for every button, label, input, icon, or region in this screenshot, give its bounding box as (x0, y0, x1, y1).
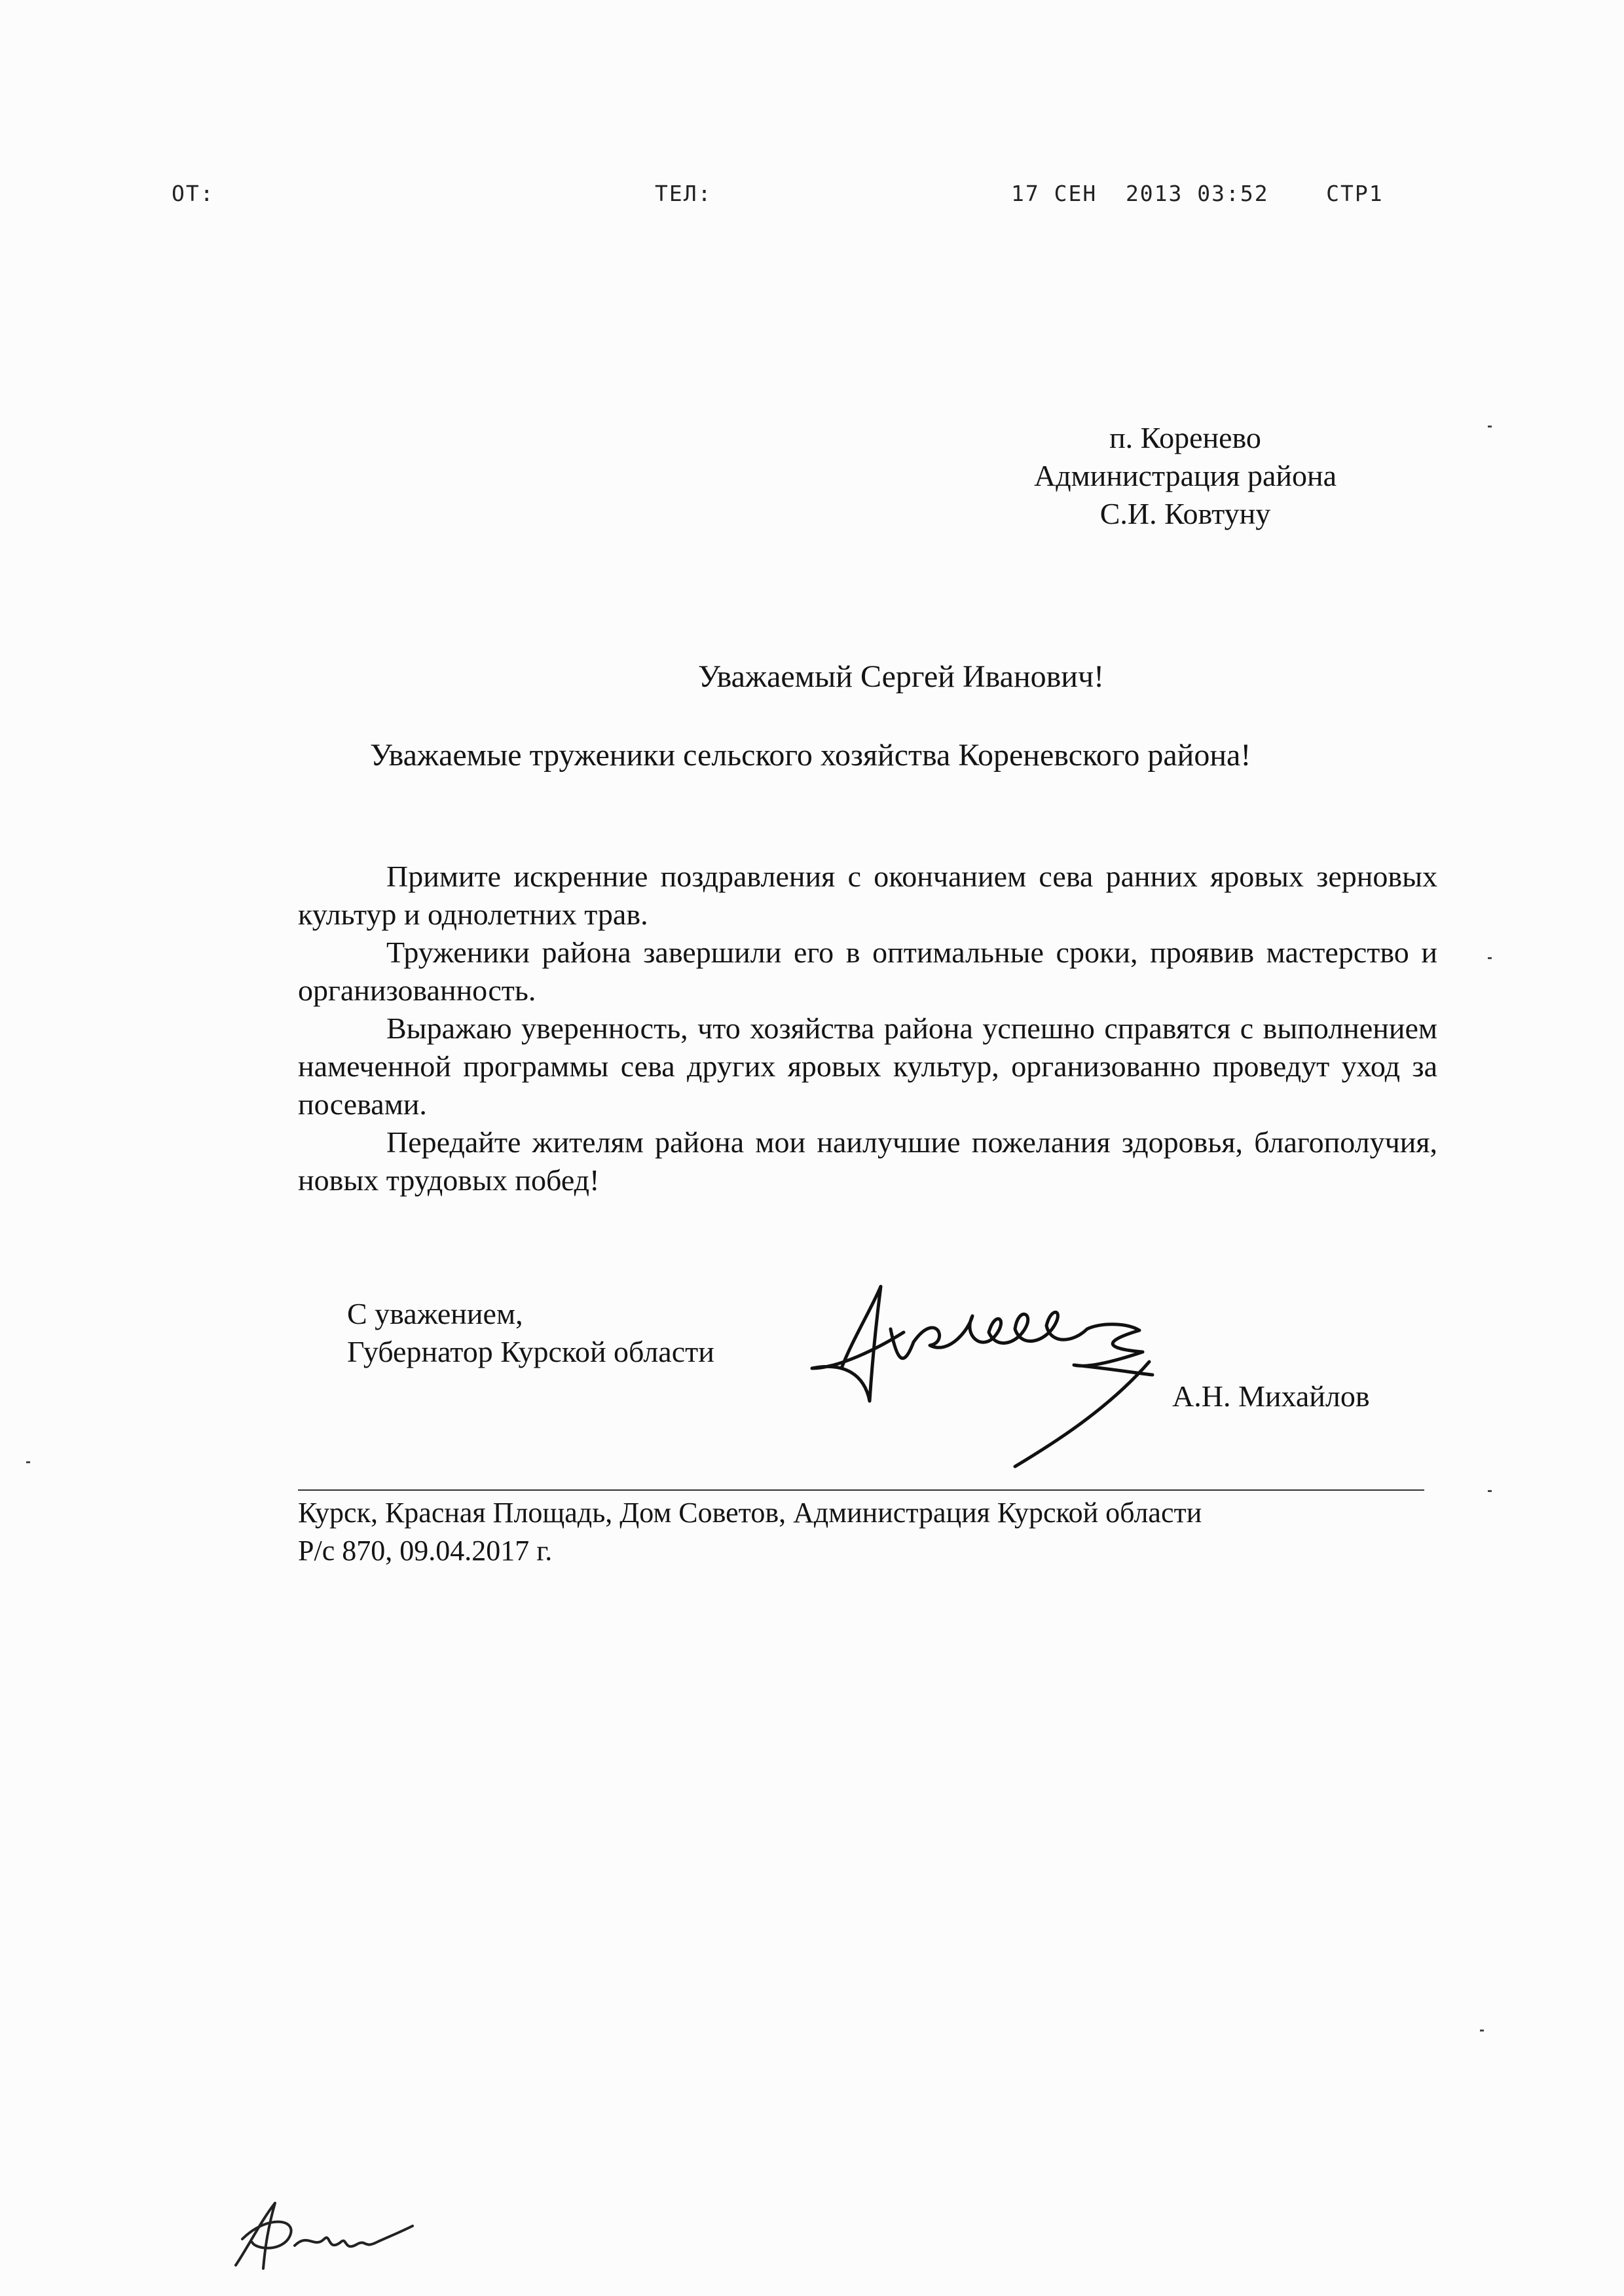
footer-divider (298, 1489, 1424, 1491)
greeting-personal: Уважаемый Сергей Иванович! (698, 659, 1105, 694)
scan-speck (1488, 426, 1492, 428)
addressee-organization: Администрация района (1033, 459, 1337, 492)
body-paragraph-1: Примите искренние поздравления с окончанием сева ранних яровых зерновых культур и однолетних трав. (298, 860, 1437, 931)
scan-speck (1480, 2030, 1484, 2032)
closing-title: Губернатор Курской области (347, 1335, 714, 1368)
fax-from: ОТ: (172, 181, 215, 206)
footer-reference: Р/с 870, 09.04.2017 г. (298, 1535, 553, 1567)
letter-body (298, 858, 1437, 1199)
addressee-locality: п. Коренево (1109, 421, 1261, 454)
signer-name: А.Н. Михайлов (1172, 1379, 1370, 1413)
greeting-collective: Уважаемые труженики сельского хозяйства Кореневского района! (370, 738, 1251, 773)
scan-speck (26, 1461, 30, 1463)
addressee-block (956, 419, 1414, 533)
closing-regards: С уважением, (347, 1297, 523, 1330)
body-paragraph-2: Труженики района завершили его в оптимальные сроки, проявив мастерство и организованность. (298, 936, 1437, 1007)
addressee-person: С.И. Ковтуну (1099, 497, 1271, 530)
footer-block (298, 1494, 1202, 1570)
scan-speck (1488, 1490, 1492, 1492)
fax-tel: ТЕЛ: (655, 181, 712, 206)
body-paragraph-4: Передайте жителям района мои наилучшие пожелания здоровья, благополучия, новых трудовых побед! (298, 1125, 1437, 1197)
scan-speck (1488, 957, 1492, 959)
body-paragraph-3: Выражаю уверенность, что хозяйства района успешно справятся с выполнением намеченной программы сева других яровых культур, организованно проведут уход за посевами. (298, 1011, 1437, 1121)
initials-icon (216, 2187, 432, 2278)
footer-address: Курск, Красная Площадь, Дом Советов, Администрация Курской области (298, 1497, 1202, 1529)
closing-block (347, 1295, 714, 1371)
fax-datetime: 17 СЕН 2013 03:52 СТР1 (1011, 181, 1384, 206)
fax-header (0, 181, 1624, 213)
